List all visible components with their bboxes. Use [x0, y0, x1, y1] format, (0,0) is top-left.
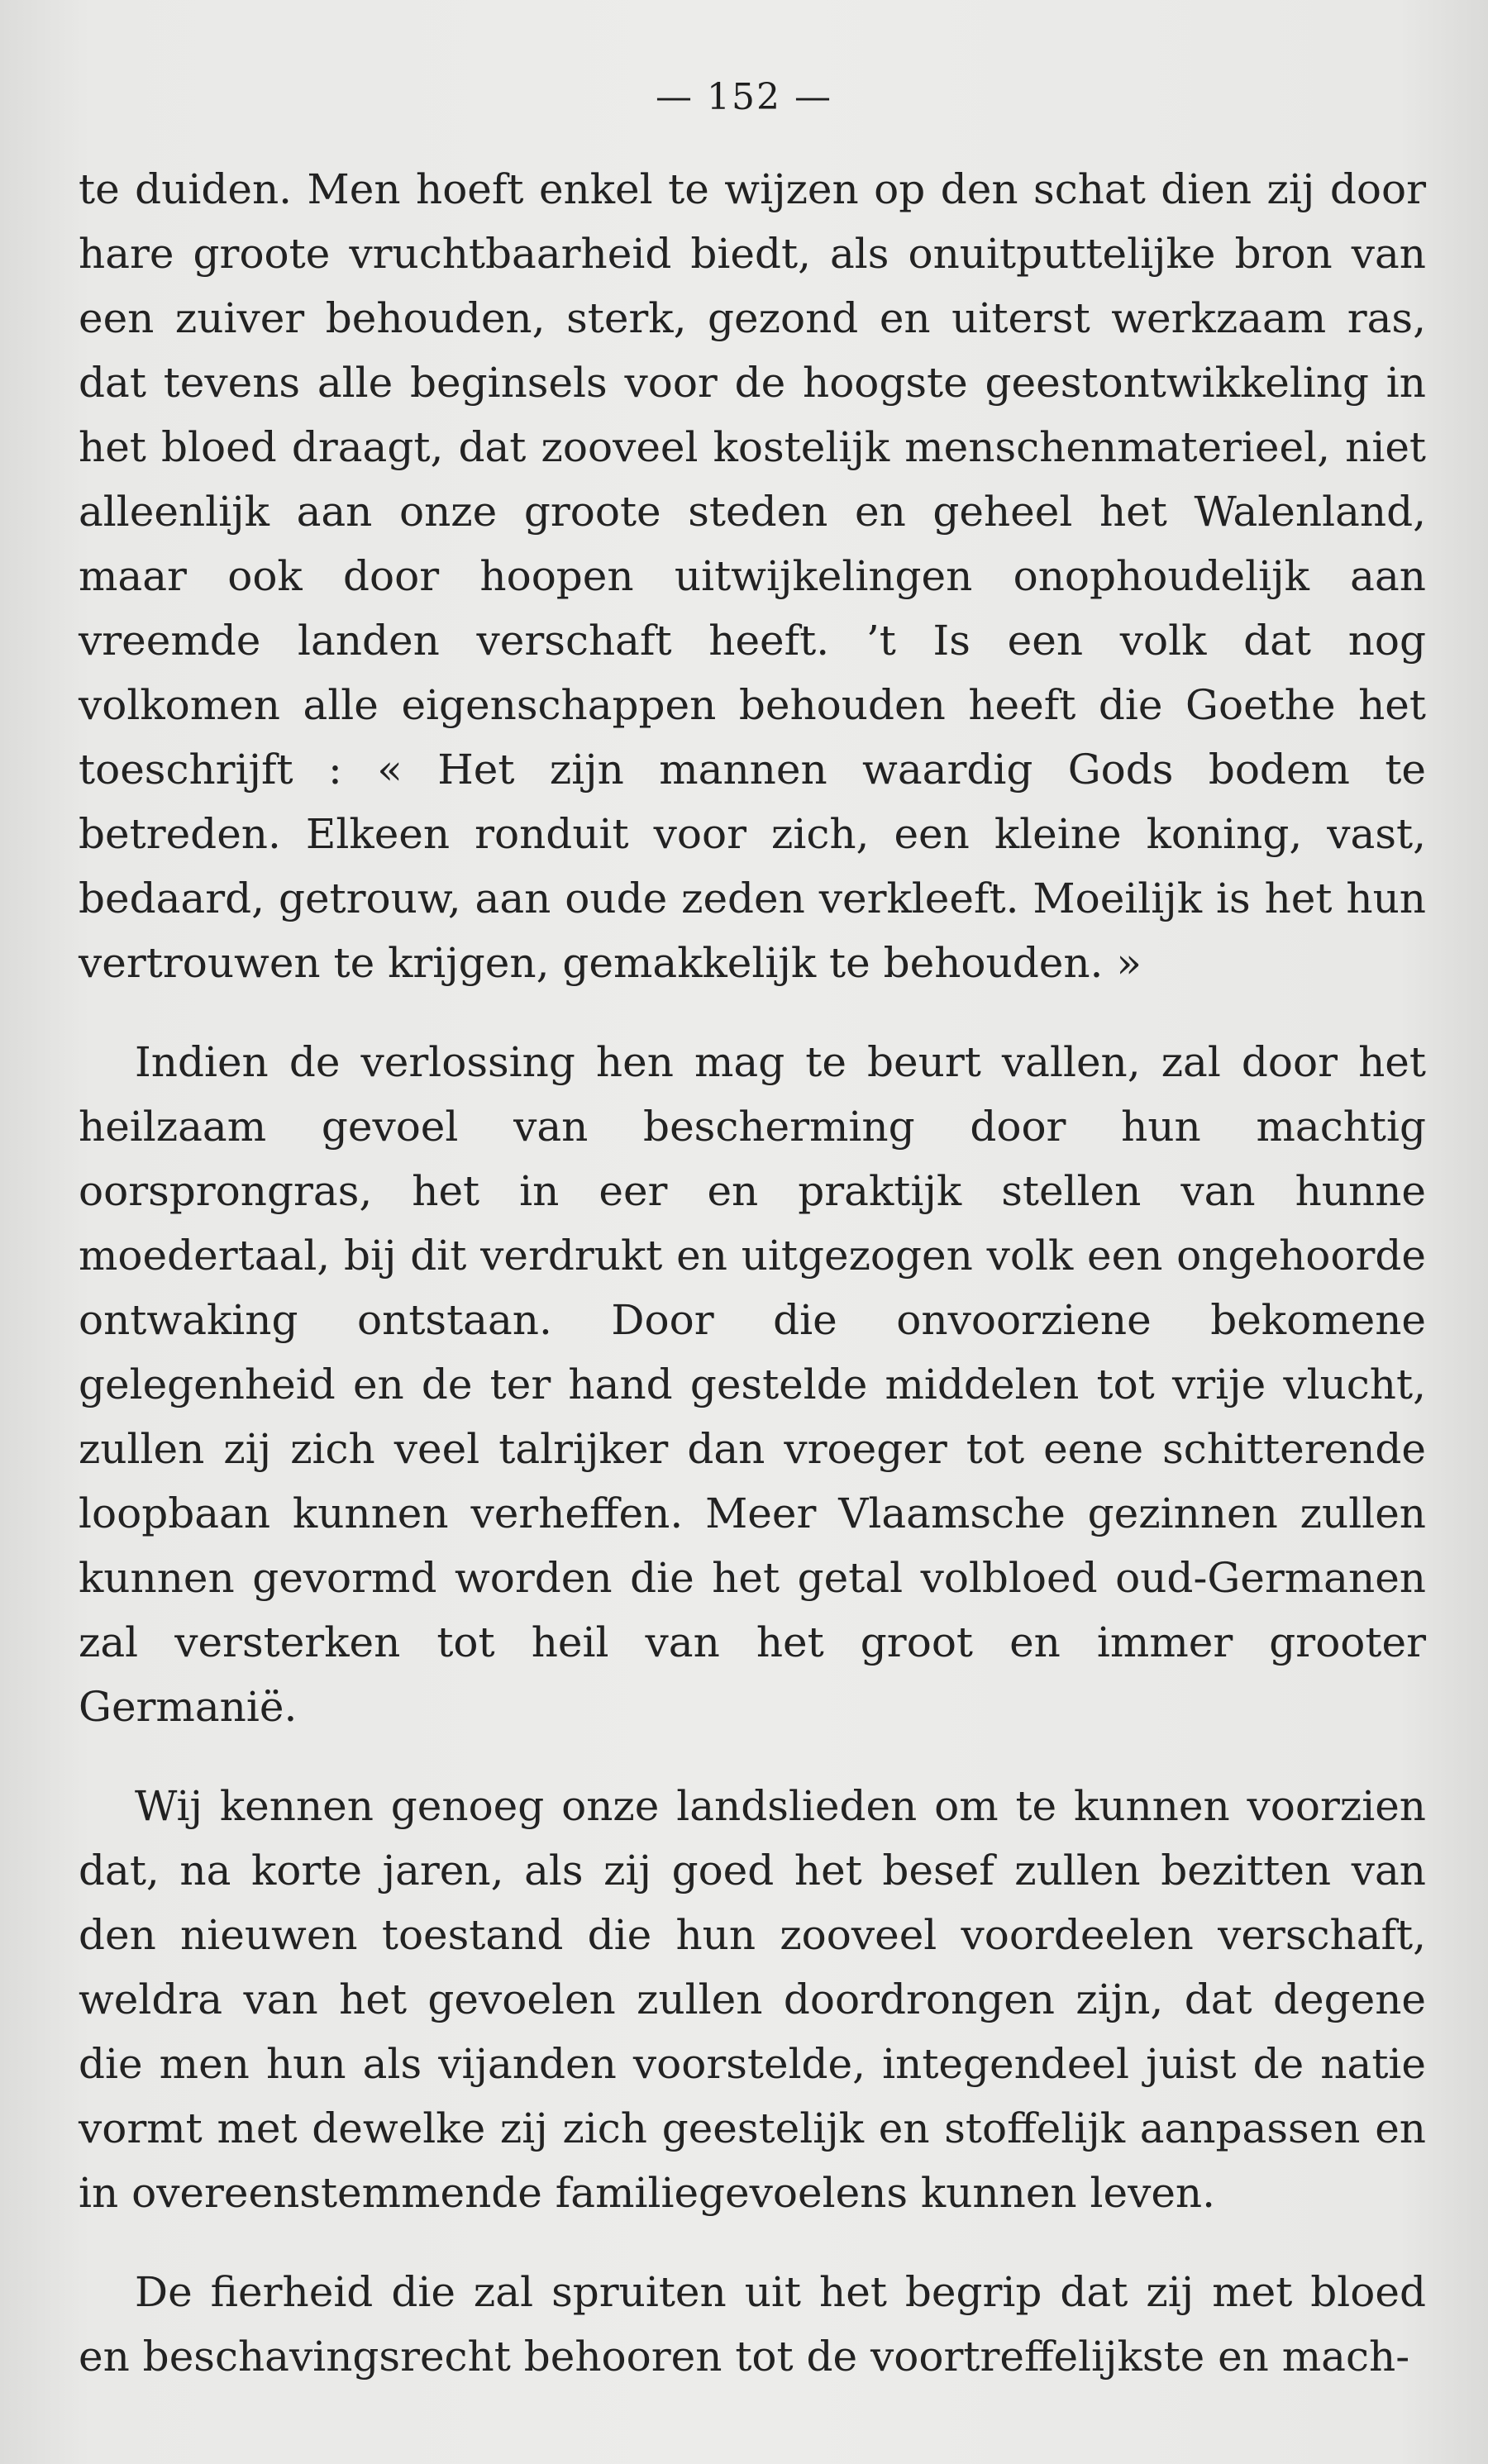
paragraph-continuation: te duiden. Men hoeft enkel te wijzen op den schat dien zij door hare groote vruchtbaarheid biedt, als onuitputtelijke bron van een zuiver behouden, sterk, gezond en uiterst werkzaam ras, dat tevens alle beginsels voor de hoogste geestontwikkeling in het bloed draagt, dat zooveel kostelijk menschenmaterieel, niet alleenlijk aan onze groote steden en geheel het Walenland, maar ook door hoopen uitwijkelingen onophoudelijk aan vreemde landen verschaft heeft. ’t Is een volk dat nog volkomen alle eigenschappen behouden heeft die Goethe het toeschrijft : « Het zijn mannen waardig Gods bodem te betreden. Elkeen ronduit voor zich, een kleine koning, vast, bedaard, getrouw, aan oude zeden verkleeft. Moeilijk is het hun vertrouwen te krijgen, gemakkelijk te behouden. »: [79, 165, 1426, 987]
page-text-body: [79, 157, 1426, 2389]
page-number: — 152 —: [656, 76, 832, 118]
paragraph-landslieden: Wij kennen genoeg onze landslieden om te kunnen voorzien dat, na korte jaren, als zij goed het besef zullen bezitten van den nieuwen toestand die hun zooveel voordeelen verschaft, weldra van het gevoelen zullen doordrongen zijn, dat degene die men hun als vijanden voorstelde, integendeel juist de natie vormt met dewelke zij zich geestelijk en stoffelijk aanpassen en in overeenstemmende familiegevoelens kunnen leven.: [79, 1782, 1426, 2217]
paragraph-fierheid: De fierheid die zal spruiten uit het begrip dat zij met bloed en beschavingsrecht behooren tot de voortreffelijkste en mach-: [79, 2268, 1426, 2381]
paragraph-verlossing: Indien de verlossing hen mag te beurt vallen, zal door het heilzaam gevoel van bescherming door hun machtig oorsprongras, het in eer en praktijk stellen van hunne moedertaal, bij dit verdrukt en uitgezogen volk een ongehoorde ontwaking ontstaan. Door die onvoorziene bekomene gelegenheid en de ter hand gestelde middelen tot vrije vlucht, zullen zij zich veel talrijker dan vroeger tot eene schitterende loopbaan kunnen verheffen. Meer Vlaamsche gezinnen zullen kunnen gevormd worden die het getal volbloed oud-Germanen zal versterken tot heil van het groot en immer grooter Germanië.: [79, 1038, 1426, 1731]
